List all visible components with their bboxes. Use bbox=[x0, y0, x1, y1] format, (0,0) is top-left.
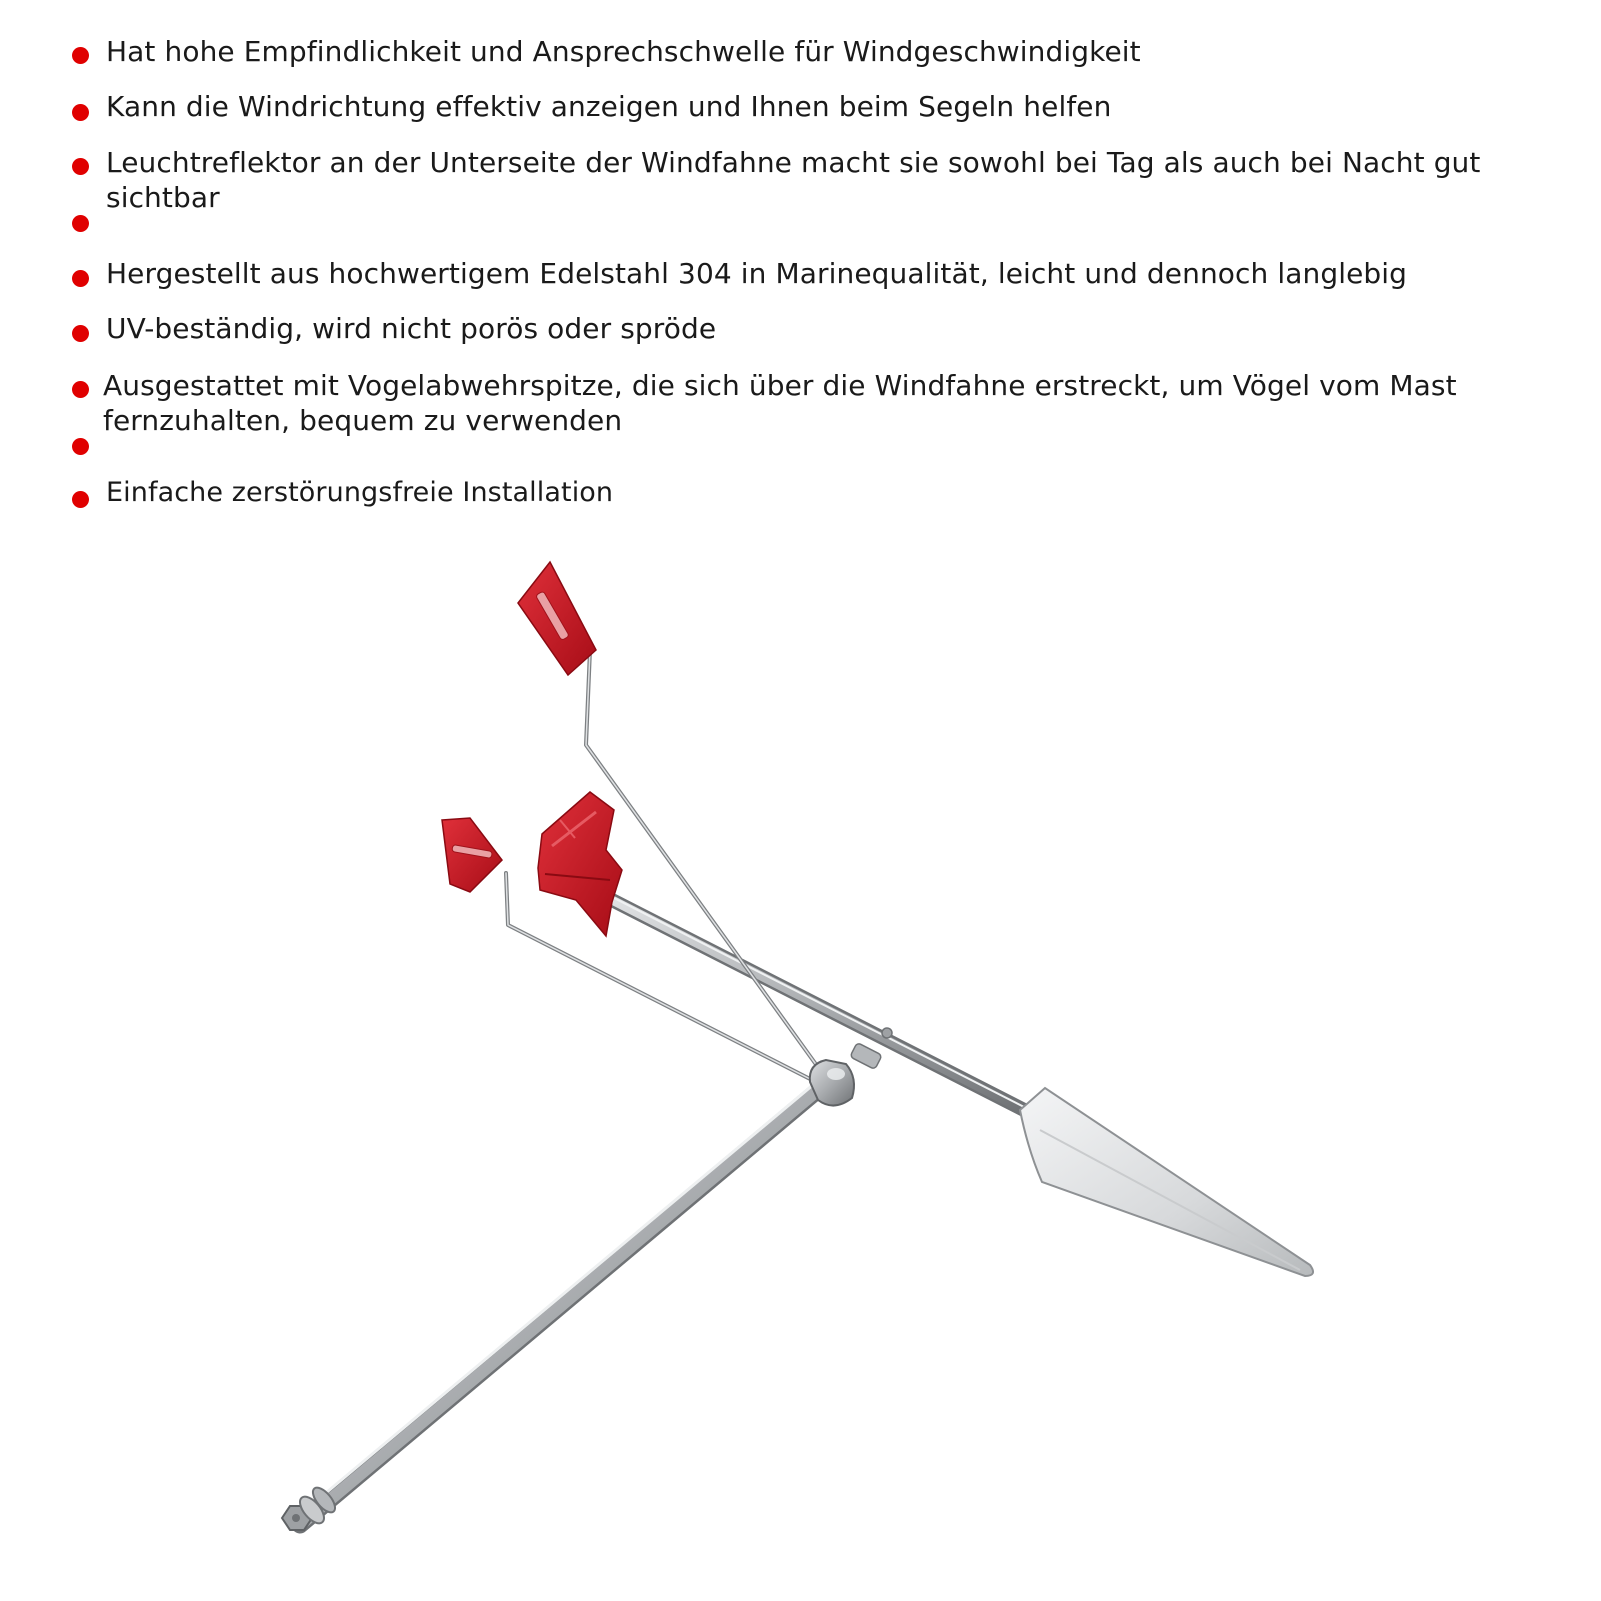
tail-fin bbox=[538, 792, 622, 936]
feature-item-uv-resistant: UV-beständig, wird nicht porös oder spröde bbox=[106, 312, 717, 345]
feature-item-installation: Einfache zerstörungsfreie Installation bbox=[106, 477, 614, 508]
feature-item-sensitivity: Hat hohe Empfindlichkeit und Ansprechschwelle für Windgeschwindigkeit bbox=[106, 35, 1141, 68]
arrow-blade bbox=[1020, 1088, 1313, 1276]
red-flag-lower bbox=[442, 818, 502, 892]
feature-item-reflector: Leuchtreflektor an der Unterseite der Windfahne macht sie sowohl bei Tag als auch bei Nacht gut sichtbar bbox=[106, 146, 1481, 214]
feature-item-bird-spike: Ausgestattet mit Vogelabwehrspitze, die sich über die Windfahne erstreckt, um Vögel vom Mast fernzuhalten, bequem zu verwenden bbox=[103, 369, 1457, 437]
red-flag-upper bbox=[518, 562, 596, 675]
feature-item-wind-direction: Kann die Windrichtung effektiv anzeigen und Ihnen beim Segeln helfen bbox=[106, 90, 1112, 123]
mast-pole bbox=[296, 1074, 830, 1525]
feature-item-stainless-steel: Hergestellt aus hochwertigem Edelstahl 304 in Marinequalität, leicht und dennoch langlebig bbox=[106, 257, 1408, 290]
